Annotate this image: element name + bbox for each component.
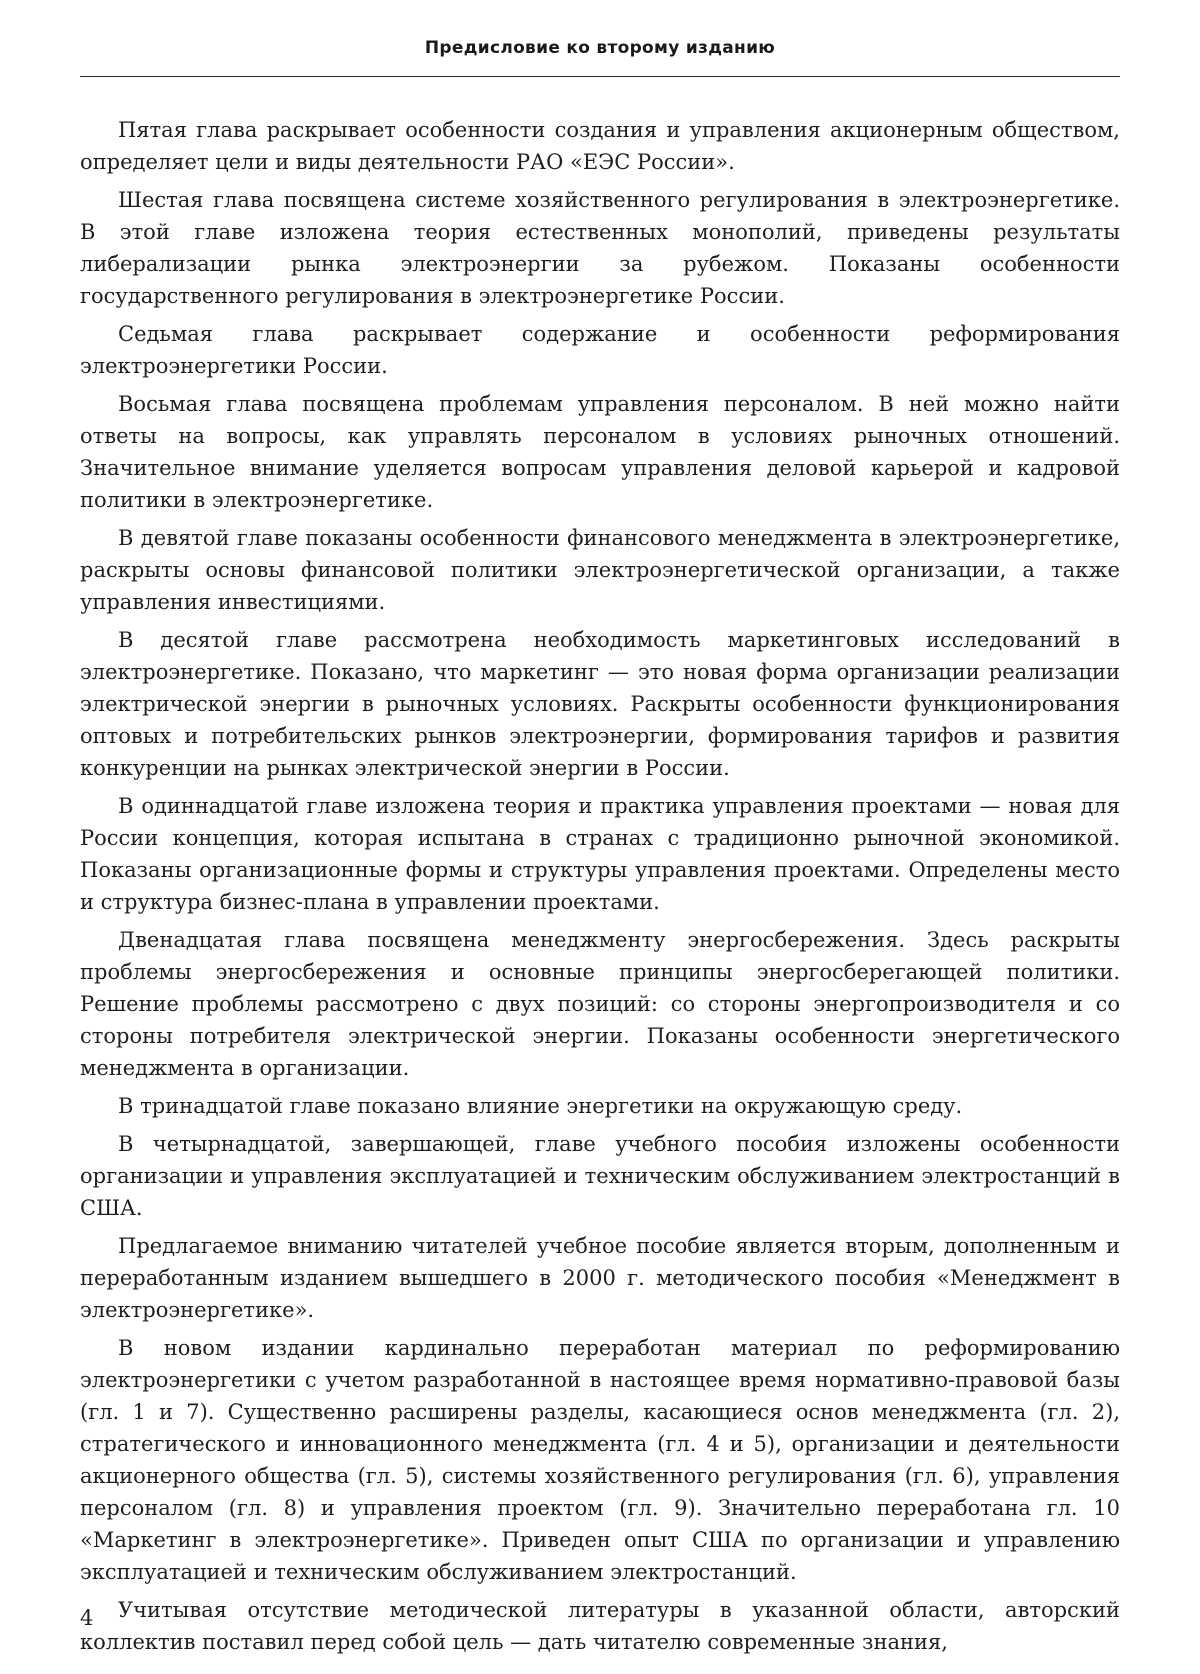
paragraph-11: Предлагаемое вниманию читателей учебное пособие является вторым, дополненным и переработанным изданием вышедшего в 2000 г. методического пособия «Менеджмент в электроэнергетике». [80,1234,1120,1322]
paragraph-13: Учитывая отсутствие методической литературы в указанной области, авторский коллектив поставил перед собой цель — дать читателю современные знания, [80,1598,1120,1654]
paragraph-2: Шестая глава посвящена системе хозяйственного регулирования в электроэнергетике. В этой главе изложена теория естественных монополий, приведены результаты либерализации рынка электроэнергии за рубежом. Показаны особенности государственного регулирования в электроэнергетике России. [80,188,1120,308]
paragraph-9: В тринадцатой главе показано влияние энергетики на окружающую среду. [118,1094,963,1118]
paragraph-3: Седьмая глава раскрывает содержание и особенности реформирования электроэнергетики России. [80,322,1120,378]
header-rule [80,76,1120,77]
paragraph-8: Двенадцатая глава посвящена менеджменту энергосбережения. Здесь раскрыты проблемы энергосбережения и основные принципы энергосберегающей политики. Решение проблемы рассмотрено с двух позиций: со стороны энергопроизводителя и со стороны потребителя электрической энергии. Показаны особенности энергетического менеджмента в организации. [80,928,1120,1080]
paragraph-4: Восьмая глава посвящена проблемам управления персоналом. В ней можно найти ответы на вопросы, как управлять персоналом в условиях рыночных отношений. Значительное внимание уделяется вопросам управления деловой карьерой и кадровой политики в электроэнергетике. [80,392,1120,512]
paragraph-7: В одиннадцатой главе изложена теория и практика управления проектами — новая для России концепция, которая испытана в странах с традиционно рыночной экономикой. Показаны организационные формы и структуры управления проектами. Определены место и структура бизнес-плана в управлении проектами. [80,794,1120,914]
page-number: 4 [80,1606,94,1630]
paragraph-12: В новом издании кардинально переработан материал по реформированию электроэнергетики с учетом разработанной в настоящее время нормативно-правовой базы (гл. 1 и 7). Существенно расширены разделы, касающиеся основ менеджмента (гл. 2), стратегического и инновационного менеджмента (гл. 4 и 5), организации и деятельности акционерного общества (гл. 5), системы хозяйственного регулирования (гл. 6), управления персоналом (гл. 8) и управления проектом (гл. 9). Значительно переработана гл. 10 «Маркетинг в электроэнергетике». Приведен опыт США по организации и управлению эксплуатацией и техническим обслуживанием электростанций. [80,1336,1120,1584]
body-text [80,114,1120,1664]
paragraph-6: В десятой главе рассмотрена необходимость маркетинговых исследований в электроэнергетике. Показано, что маркетинг — это новая форма организации реализации электрической энергии в рыночных условиях. Раскрыты особенности функционирования оптовых и потребительских рынков электроэнергии, формирования тарифов и развития конкуренции на рынках электрической энергии в России. [80,628,1120,780]
paragraph-5: В девятой главе показаны особенности финансового менеджмента в электроэнергетике, раскрыты основы финансовой политики электроэнергетической организации, а также управления инвестициями. [80,526,1120,614]
paragraph-10: В четырнадцатой, завершающей, главе учебного пособия изложены особенности организации и управления эксплуатацией и техническим обслуживанием электростанций в США. [80,1132,1120,1220]
paragraph-1: Пятая глава раскрывает особенности создания и управления акционерным обществом, определяет цели и виды деятельности РАО «ЕЭС России». [80,118,1120,174]
running-head: Предисловие ко второму изданию [424,38,776,58]
